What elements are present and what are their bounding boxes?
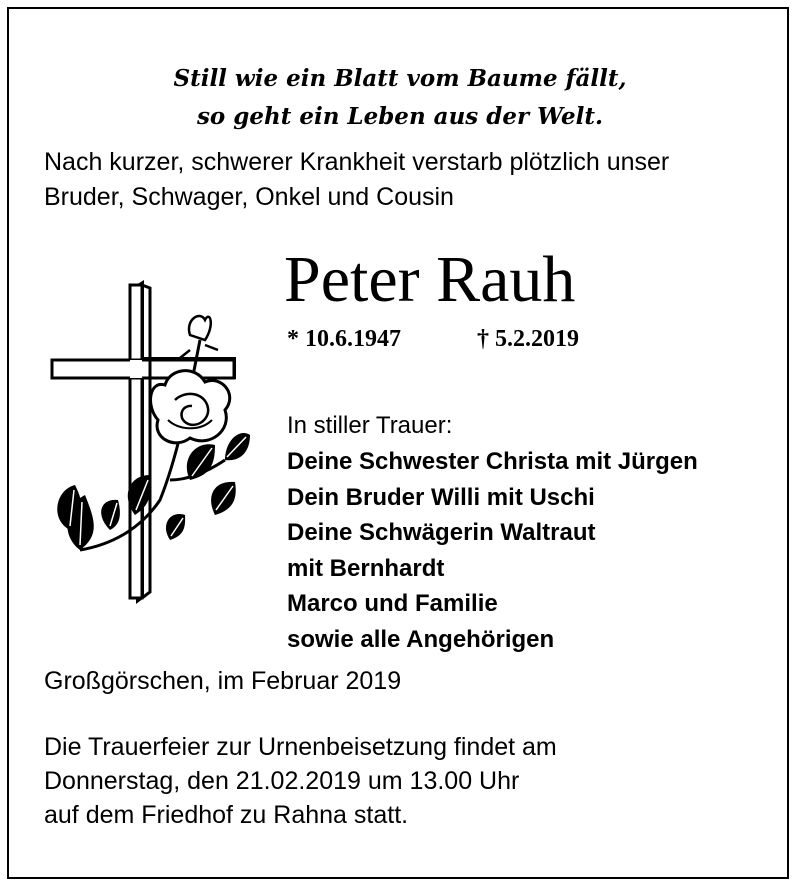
mourners-label: In stiller Trauer: <box>287 412 453 439</box>
ceremony-line-3: auf dem Friedhof zu Rahna statt. <box>44 801 409 829</box>
motto <box>0 60 800 136</box>
motto-line-1: Still wie ein Blatt vom Baume fällt, <box>173 65 627 92</box>
place-and-date: Großgörschen, im Februar 2019 <box>44 667 402 695</box>
motto-line-2: so geht ein Leben aus der Welt. <box>196 103 604 130</box>
mourner-line: Deine Schwester Christa mit Jürgen <box>287 448 698 475</box>
birth-date: * 10.6.1947 <box>287 326 401 352</box>
ceremony-line-1: Die Trauerfeier zur Urnenbeisetzung findet am <box>44 733 557 761</box>
death-date: † 5.2.2019 <box>477 326 579 352</box>
ceremony-info <box>44 730 557 832</box>
mourner-line: Deine Schwägerin Waltraut <box>287 519 596 546</box>
intro-text <box>44 145 669 215</box>
mourner-line: sowie alle Angehörigen <box>287 625 555 653</box>
intro-line-1: Nach kurzer, schwerer Krankheit verstarb plötzlich unser <box>44 148 670 176</box>
cross-with-rose-icon <box>40 280 250 610</box>
ceremony-line-2: Donnerstag, den 21.02.2019 um 13.00 Uhr <box>44 767 520 795</box>
mourner-line: Marco und Familie <box>287 590 498 617</box>
mourners-list <box>287 444 698 657</box>
mourner-line: mit Bernhardt <box>287 554 445 582</box>
life-dates <box>287 324 579 354</box>
mourner-line: Dein Bruder Willi mit Uschi <box>287 483 595 511</box>
intro-line-2: Bruder, Schwager, Onkel und Cousin <box>44 183 454 211</box>
deceased-name: Peter Rauh <box>284 243 576 316</box>
